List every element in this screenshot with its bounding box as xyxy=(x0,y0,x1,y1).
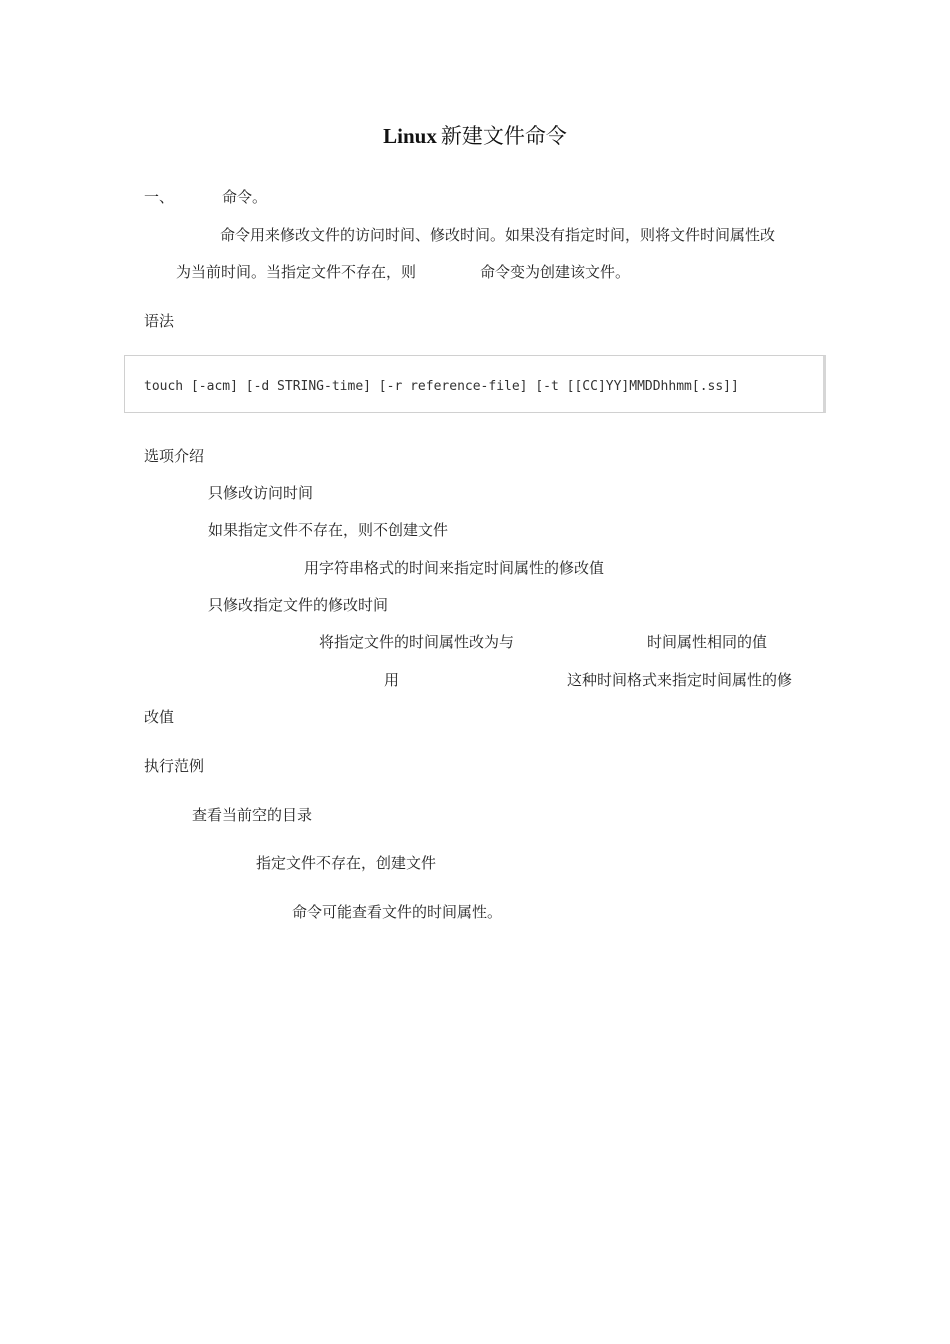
option-a-desc: 只修改访问时间 xyxy=(208,484,314,502)
section-heading: 命令。 xyxy=(222,188,268,206)
option-d-desc: 用字符串格式的时间来指定时间属性的修改值 xyxy=(304,559,605,577)
syntax-code: touch [-acm] [-d STRING-time] [-r reference-file] [-t [[CC]YY]MMDDhhmm[.ss]] xyxy=(144,379,739,394)
option-r-desc-b: 时间属性相同的值 xyxy=(647,633,768,651)
page-title xyxy=(0,122,950,150)
description-line-1: 命令用来修改文件的访问时间、修改时间。如果没有指定时间，则将文件时间属性改 xyxy=(220,226,776,244)
example-3: 命令可能查看文件的时间属性。 xyxy=(292,903,503,921)
option-c-desc: 如果指定文件不存在，则不创建文件 xyxy=(208,521,449,539)
option-t-desc-c: 改值 xyxy=(144,708,175,726)
options-heading: 选项介绍 xyxy=(144,447,205,465)
option-t-desc-a: 用 xyxy=(384,671,400,689)
description-line-2a: 为当前时间。当指定文件不存在，则 xyxy=(176,263,417,281)
example-2: 指定文件不存在，创建文件 xyxy=(256,854,437,872)
title-rest: 新建文件命令 xyxy=(440,124,567,148)
example-1: 查看当前空的目录 xyxy=(192,806,313,824)
option-m-desc: 只修改指定文件的修改时间 xyxy=(208,596,389,614)
description-line-2b: 命令变为创建该文件。 xyxy=(480,263,631,281)
syntax-heading: 语法 xyxy=(144,312,175,330)
title-prefix: Linux xyxy=(383,124,437,148)
option-t-desc-b: 这种时间格式来指定时间属性的修 xyxy=(567,671,793,689)
option-r-desc-a: 将指定文件的时间属性改为与 xyxy=(319,633,515,651)
examples-heading: 执行范例 xyxy=(144,757,205,775)
section-number: 一、 xyxy=(144,188,175,206)
syntax-code-block xyxy=(124,355,826,413)
